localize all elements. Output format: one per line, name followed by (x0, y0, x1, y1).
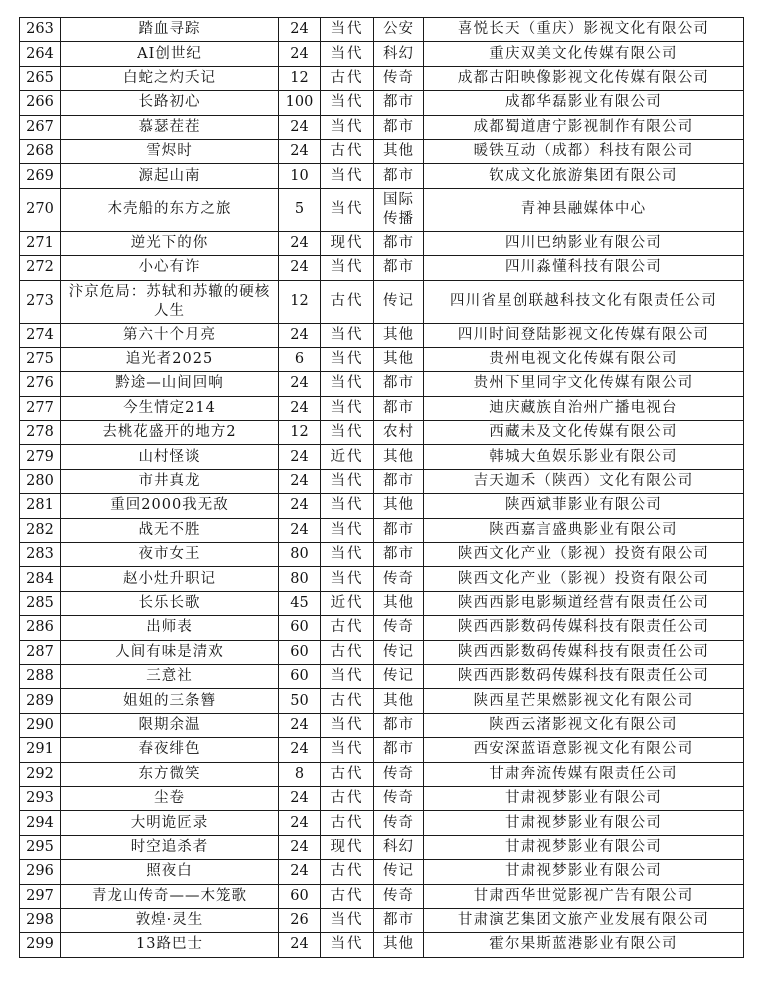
title-cell: 山村怪谈 (61, 445, 279, 469)
genre-cell: 都市 (374, 372, 424, 396)
episodes-cell: 60 (279, 640, 321, 664)
genre-cell: 传奇 (374, 66, 424, 90)
company-cell: 青神县融媒体中心 (424, 188, 744, 231)
title-cell: 小心有诈 (61, 256, 279, 280)
company-cell: 陕西文化产业（影视）投资有限公司 (424, 567, 744, 591)
row-number-cell: 266 (20, 91, 61, 115)
table-row (20, 421, 744, 445)
company-cell: 成都古阳映像影视文化传媒有限公司 (424, 66, 744, 90)
row-number-cell: 279 (20, 445, 61, 469)
episodes-cell: 80 (279, 567, 321, 591)
table-row (20, 188, 744, 231)
row-number-cell: 271 (20, 231, 61, 255)
row-number-cell: 270 (20, 188, 61, 231)
company-cell: 甘肃视梦影业有限公司 (424, 860, 744, 884)
row-number-cell: 263 (20, 18, 61, 42)
era-cell: 当代 (321, 713, 374, 737)
row-number-cell: 297 (20, 884, 61, 908)
title-cell: 三意社 (61, 664, 279, 688)
table-row (20, 518, 744, 542)
era-cell: 古代 (321, 811, 374, 835)
title-cell: 长路初心 (61, 91, 279, 115)
title-cell: 赵小灶升职记 (61, 567, 279, 591)
episodes-cell: 60 (279, 884, 321, 908)
genre-cell: 其他 (374, 591, 424, 615)
company-cell: 陕西斌菲影业有限公司 (424, 494, 744, 518)
row-number-cell: 285 (20, 591, 61, 615)
genre-cell: 都市 (374, 231, 424, 255)
episodes-cell: 24 (279, 323, 321, 347)
era-cell: 当代 (321, 347, 374, 371)
genre-cell: 其他 (374, 689, 424, 713)
title-cell: 去桃花盛开的地方2 (61, 421, 279, 445)
table-row (20, 908, 744, 932)
company-cell: 西安深蓝语意影视文化有限公司 (424, 738, 744, 762)
episodes-cell: 24 (279, 231, 321, 255)
genre-cell: 传奇 (374, 567, 424, 591)
row-number-cell: 274 (20, 323, 61, 347)
table-row (20, 494, 744, 518)
title-cell: 木壳船的东方之旅 (61, 188, 279, 231)
row-number-cell: 289 (20, 689, 61, 713)
table-row (20, 664, 744, 688)
episodes-cell: 24 (279, 518, 321, 542)
era-cell: 古代 (321, 689, 374, 713)
episodes-cell: 80 (279, 543, 321, 567)
episodes-cell: 24 (279, 139, 321, 163)
episodes-cell: 24 (279, 713, 321, 737)
table-row (20, 396, 744, 420)
episodes-cell: 24 (279, 18, 321, 42)
genre-cell: 其他 (374, 445, 424, 469)
table-row (20, 543, 744, 567)
episodes-cell: 24 (279, 811, 321, 835)
era-cell: 当代 (321, 738, 374, 762)
row-number-cell: 286 (20, 616, 61, 640)
era-cell: 当代 (321, 567, 374, 591)
episodes-cell: 100 (279, 91, 321, 115)
genre-cell: 都市 (374, 518, 424, 542)
table-row (20, 738, 744, 762)
table-row (20, 256, 744, 280)
row-number-cell: 284 (20, 567, 61, 591)
genre-cell: 传奇 (374, 884, 424, 908)
table-row (20, 835, 744, 859)
table-row (20, 591, 744, 615)
episodes-cell: 24 (279, 42, 321, 66)
genre-cell: 传奇 (374, 786, 424, 810)
row-number-cell: 296 (20, 860, 61, 884)
company-cell: 韩城大鱼娱乐影业有限公司 (424, 445, 744, 469)
episodes-cell: 24 (279, 786, 321, 810)
table-row (20, 91, 744, 115)
table-row (20, 347, 744, 371)
genre-cell: 都市 (374, 256, 424, 280)
title-cell: 姐姐的三条簪 (61, 689, 279, 713)
row-number-cell: 282 (20, 518, 61, 542)
company-cell: 成都华磊影业有限公司 (424, 91, 744, 115)
era-cell: 古代 (321, 860, 374, 884)
title-cell: 重回2000我无敌 (61, 494, 279, 518)
company-cell: 陕西嘉言盛典影业有限公司 (424, 518, 744, 542)
table-row (20, 469, 744, 493)
era-cell: 近代 (321, 445, 374, 469)
table-row (20, 164, 744, 188)
genre-cell: 科幻 (374, 835, 424, 859)
title-cell: 战无不胜 (61, 518, 279, 542)
genre-cell: 传记 (374, 640, 424, 664)
episodes-cell: 24 (279, 835, 321, 859)
row-number-cell: 291 (20, 738, 61, 762)
era-cell: 当代 (321, 323, 374, 347)
era-cell: 现代 (321, 835, 374, 859)
row-number-cell: 295 (20, 835, 61, 859)
title-cell: 第六十个月亮 (61, 323, 279, 347)
title-cell: 13路巴士 (61, 933, 279, 957)
genre-cell: 都市 (374, 396, 424, 420)
genre-cell: 都市 (374, 713, 424, 737)
company-cell: 陕西星芒果燃影视文化有限公司 (424, 689, 744, 713)
title-cell: 追光者2025 (61, 347, 279, 371)
row-number-cell: 264 (20, 42, 61, 66)
title-cell: 慕瑟茬茬 (61, 115, 279, 139)
company-cell: 甘肃视梦影业有限公司 (424, 835, 744, 859)
genre-cell: 其他 (374, 494, 424, 518)
table-row (20, 445, 744, 469)
era-cell: 当代 (321, 396, 374, 420)
company-cell: 陕西西影数码传媒科技有限责任公司 (424, 664, 744, 688)
table-body (20, 18, 744, 958)
row-number-cell: 268 (20, 139, 61, 163)
genre-cell: 其他 (374, 933, 424, 957)
genre-cell: 都市 (374, 91, 424, 115)
episodes-cell: 24 (279, 445, 321, 469)
title-cell: 人间有味是清欢 (61, 640, 279, 664)
row-number-cell: 283 (20, 543, 61, 567)
company-cell: 贵州电视文化传媒有限公司 (424, 347, 744, 371)
era-cell: 近代 (321, 591, 374, 615)
episodes-cell: 24 (279, 396, 321, 420)
table-row (20, 323, 744, 347)
episodes-cell: 24 (279, 860, 321, 884)
row-number-cell: 293 (20, 786, 61, 810)
episodes-cell: 24 (279, 372, 321, 396)
genre-cell: 都市 (374, 908, 424, 932)
table-row (20, 18, 744, 42)
row-number-cell: 277 (20, 396, 61, 420)
genre-cell: 传奇 (374, 616, 424, 640)
table-row (20, 786, 744, 810)
episodes-cell: 60 (279, 664, 321, 688)
title-cell: 长乐长歌 (61, 591, 279, 615)
company-cell: 甘肃奔流传媒有限责任公司 (424, 762, 744, 786)
genre-cell: 科幻 (374, 42, 424, 66)
row-number-cell: 292 (20, 762, 61, 786)
row-number-cell: 275 (20, 347, 61, 371)
title-cell: 东方微笑 (61, 762, 279, 786)
genre-cell: 公安 (374, 18, 424, 42)
era-cell: 当代 (321, 91, 374, 115)
company-cell: 迪庆藏族自治州广播电视台 (424, 396, 744, 420)
era-cell: 当代 (321, 933, 374, 957)
title-cell: 青龙山传奇——木笼歌 (61, 884, 279, 908)
episodes-cell: 50 (279, 689, 321, 713)
table-row (20, 616, 744, 640)
episodes-cell: 24 (279, 738, 321, 762)
genre-cell: 其他 (374, 323, 424, 347)
row-number-cell: 273 (20, 280, 61, 323)
row-number-cell: 280 (20, 469, 61, 493)
company-cell: 四川淼懂科技有限公司 (424, 256, 744, 280)
era-cell: 现代 (321, 231, 374, 255)
table-row (20, 640, 744, 664)
episodes-cell: 26 (279, 908, 321, 932)
episodes-cell: 5 (279, 188, 321, 231)
genre-cell: 传记 (374, 280, 424, 323)
episodes-cell: 12 (279, 421, 321, 445)
title-cell: 今生情定214 (61, 396, 279, 420)
company-cell: 甘肃演艺集团文旅产业发展有限公司 (424, 908, 744, 932)
title-cell: 踏血寻踪 (61, 18, 279, 42)
company-cell: 成都蜀道唐宁影视制作有限公司 (424, 115, 744, 139)
company-cell: 四川省星创联越科技文化有限责任公司 (424, 280, 744, 323)
genre-cell: 传奇 (374, 811, 424, 835)
row-number-cell: 276 (20, 372, 61, 396)
row-number-cell: 281 (20, 494, 61, 518)
title-cell: 限期余温 (61, 713, 279, 737)
company-cell: 四川时间登陆影视文化传媒有限公司 (424, 323, 744, 347)
table-row (20, 933, 744, 957)
genre-cell: 其他 (374, 139, 424, 163)
episodes-cell: 24 (279, 933, 321, 957)
title-cell: 尘卷 (61, 786, 279, 810)
company-cell: 暖铁互动（成都）科技有限公司 (424, 139, 744, 163)
row-number-cell: 267 (20, 115, 61, 139)
row-number-cell: 299 (20, 933, 61, 957)
era-cell: 当代 (321, 543, 374, 567)
company-cell: 四川巴纳影业有限公司 (424, 231, 744, 255)
title-cell: 白蛇之灼夭记 (61, 66, 279, 90)
title-cell: 照夜白 (61, 860, 279, 884)
title-cell: 时空追杀者 (61, 835, 279, 859)
drama-registry-table (19, 17, 744, 958)
era-cell: 当代 (321, 664, 374, 688)
era-cell: 当代 (321, 188, 374, 231)
table-row (20, 884, 744, 908)
episodes-cell: 12 (279, 66, 321, 90)
episodes-cell: 24 (279, 256, 321, 280)
company-cell: 霍尔果斯蓝港影业有限公司 (424, 933, 744, 957)
era-cell: 古代 (321, 640, 374, 664)
table-row (20, 42, 744, 66)
table-row (20, 811, 744, 835)
era-cell: 古代 (321, 139, 374, 163)
company-cell: 甘肃视梦影业有限公司 (424, 811, 744, 835)
genre-cell: 都市 (374, 164, 424, 188)
table-row (20, 231, 744, 255)
table-row (20, 762, 744, 786)
genre-cell: 农村 (374, 421, 424, 445)
company-cell: 贵州下里同宇文化传媒有限公司 (424, 372, 744, 396)
title-cell: 市井真龙 (61, 469, 279, 493)
era-cell: 当代 (321, 469, 374, 493)
company-cell: 陕西西影数码传媒科技有限责任公司 (424, 616, 744, 640)
table-row (20, 860, 744, 884)
episodes-cell: 45 (279, 591, 321, 615)
row-number-cell: 294 (20, 811, 61, 835)
company-cell: 西藏未及文化传媒有限公司 (424, 421, 744, 445)
company-cell: 甘肃西华世觉影视广告有限公司 (424, 884, 744, 908)
row-number-cell: 298 (20, 908, 61, 932)
genre-cell: 传奇 (374, 762, 424, 786)
era-cell: 当代 (321, 256, 374, 280)
genre-cell: 传记 (374, 664, 424, 688)
era-cell: 古代 (321, 280, 374, 323)
company-cell: 吉天迦禾（陕西）文化有限公司 (424, 469, 744, 493)
title-cell: 出师表 (61, 616, 279, 640)
title-cell: 黔途—山间回响 (61, 372, 279, 396)
company-cell: 陕西西影电影频道经营有限责任公司 (424, 591, 744, 615)
episodes-cell: 6 (279, 347, 321, 371)
genre-cell: 都市 (374, 543, 424, 567)
row-number-cell: 272 (20, 256, 61, 280)
era-cell: 当代 (321, 164, 374, 188)
episodes-cell: 24 (279, 115, 321, 139)
era-cell: 当代 (321, 518, 374, 542)
company-cell: 陕西文化产业（影视）投资有限公司 (424, 543, 744, 567)
company-cell: 陕西云渚影视文化有限公司 (424, 713, 744, 737)
era-cell: 古代 (321, 66, 374, 90)
row-number-cell: 265 (20, 66, 61, 90)
episodes-cell: 24 (279, 469, 321, 493)
table-row (20, 66, 744, 90)
episodes-cell: 24 (279, 494, 321, 518)
table-row (20, 280, 744, 323)
era-cell: 当代 (321, 908, 374, 932)
episodes-cell: 60 (279, 616, 321, 640)
era-cell: 当代 (321, 42, 374, 66)
genre-cell: 国际传播 (374, 188, 424, 231)
table-row (20, 115, 744, 139)
genre-cell: 其他 (374, 347, 424, 371)
episodes-cell: 8 (279, 762, 321, 786)
row-number-cell: 278 (20, 421, 61, 445)
table-row (20, 372, 744, 396)
episodes-cell: 10 (279, 164, 321, 188)
era-cell: 当代 (321, 494, 374, 518)
era-cell: 当代 (321, 372, 374, 396)
table-row (20, 689, 744, 713)
era-cell: 古代 (321, 616, 374, 640)
table-row (20, 713, 744, 737)
company-cell: 甘肃视梦影业有限公司 (424, 786, 744, 810)
era-cell: 当代 (321, 18, 374, 42)
genre-cell: 都市 (374, 469, 424, 493)
era-cell: 当代 (321, 115, 374, 139)
episodes-cell: 12 (279, 280, 321, 323)
era-cell: 古代 (321, 884, 374, 908)
genre-cell: 都市 (374, 738, 424, 762)
table-row (20, 139, 744, 163)
company-cell: 钦成文化旅游集团有限公司 (424, 164, 744, 188)
title-cell: 雪烬时 (61, 139, 279, 163)
era-cell: 当代 (321, 421, 374, 445)
era-cell: 古代 (321, 762, 374, 786)
row-number-cell: 288 (20, 664, 61, 688)
title-cell: 敦煌·灵生 (61, 908, 279, 932)
genre-cell: 都市 (374, 115, 424, 139)
title-cell: AI创世纪 (61, 42, 279, 66)
row-number-cell: 290 (20, 713, 61, 737)
table-row (20, 567, 744, 591)
title-cell: 逆光下的你 (61, 231, 279, 255)
company-cell: 陕西西影数码传媒科技有限责任公司 (424, 640, 744, 664)
title-cell: 大明诡匠录 (61, 811, 279, 835)
row-number-cell: 287 (20, 640, 61, 664)
title-cell: 春夜绯色 (61, 738, 279, 762)
row-number-cell: 269 (20, 164, 61, 188)
company-cell: 重庆双美文化传媒有限公司 (424, 42, 744, 66)
title-cell: 夜市女王 (61, 543, 279, 567)
era-cell: 古代 (321, 786, 374, 810)
company-cell: 喜悦长天（重庆）影视文化有限公司 (424, 18, 744, 42)
title-cell: 源起山南 (61, 164, 279, 188)
title-cell: 汴京危局：苏轼和苏辙的硬核人生 (61, 280, 279, 323)
genre-cell: 传记 (374, 860, 424, 884)
